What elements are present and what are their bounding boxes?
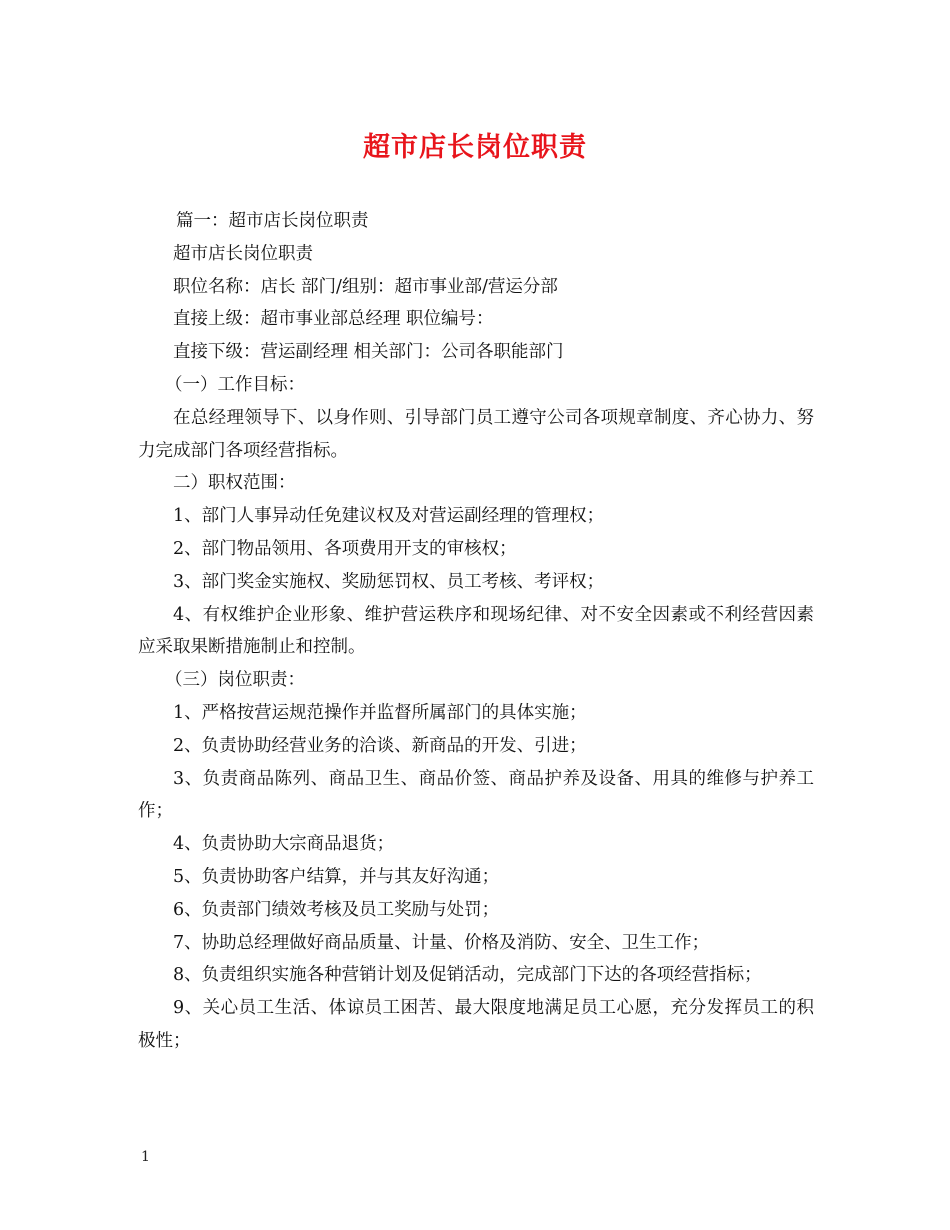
duty-item: 7、协助总经理做好商品质量、计量、价格及消防、安全、卫生工作； bbox=[173, 932, 710, 953]
authority-item: 4、有权维护企业形象、维护营运秩序和现场纪律、对不安全因素或不利经营因素应采取果断措施制止和控制。 bbox=[138, 604, 814, 658]
position-name-line: 职位名称：店长 部门/组别：超市事业部/营运分部 bbox=[173, 276, 558, 297]
work-goal-heading: （一）工作目标： bbox=[165, 374, 305, 395]
work-goal-text: 在总经理领导下、以身作则、引导部门员工遵守公司各项规章制度、齐心协力、努力完成部门各项经营指标。 bbox=[138, 407, 814, 461]
duty-item: 9、关心员工生活、体谅员工困苦、最大限度地满足员工心愿，充分发挥员工的积极性； bbox=[138, 998, 814, 1051]
section-heading: 篇一：超市店长岗位职责 bbox=[176, 211, 369, 231]
duty-item: 5、负责协助客户结算，并与其友好沟通； bbox=[173, 866, 500, 887]
duty-item: 6、负责部门绩效考核及员工奖励与处罚； bbox=[173, 899, 500, 920]
direct-superior-line: 直接上级：超市事业部总经理 职位编号： bbox=[173, 309, 494, 330]
page-number: 1 bbox=[141, 1149, 150, 1165]
authority-item: 2、部门物品领用、各项费用开支的审核权； bbox=[173, 538, 517, 559]
authority-item: 1、部门人事异动任免建议权及对营运副经理的管理权； bbox=[173, 506, 605, 527]
document-body bbox=[138, 205, 814, 1058]
authority-heading: 二）职权范围： bbox=[173, 473, 296, 494]
authority-item: 3、部门奖金实施权、奖励惩罚权、员工考核、考评权； bbox=[173, 571, 605, 592]
duty-item: 1、严格按营运规范操作并监督所属部门的具体实施； bbox=[173, 702, 587, 723]
duty-item: 3、负责商品陈列、商品卫生、商品价签、商品护养及设备、用具的维修与护养工作； bbox=[138, 768, 814, 822]
duty-item: 4、负责协助大宗商品退货； bbox=[173, 834, 395, 855]
document-title: 超市店长岗位职责 bbox=[363, 132, 587, 163]
direct-subordinate-line: 直接下级：营运副经理 相关部门：公司各职能部门 bbox=[173, 342, 564, 363]
duty-item: 8、负责组织实施各种营销计划及促销活动，完成部门下达的各项经营指标； bbox=[173, 965, 762, 986]
duty-item: 2、负责协助经营业务的洽谈、新商品的开发、引进； bbox=[173, 735, 587, 756]
subtitle: 超市店长岗位职责 bbox=[173, 243, 313, 264]
duties-heading: （三）岗位职责： bbox=[165, 670, 305, 691]
